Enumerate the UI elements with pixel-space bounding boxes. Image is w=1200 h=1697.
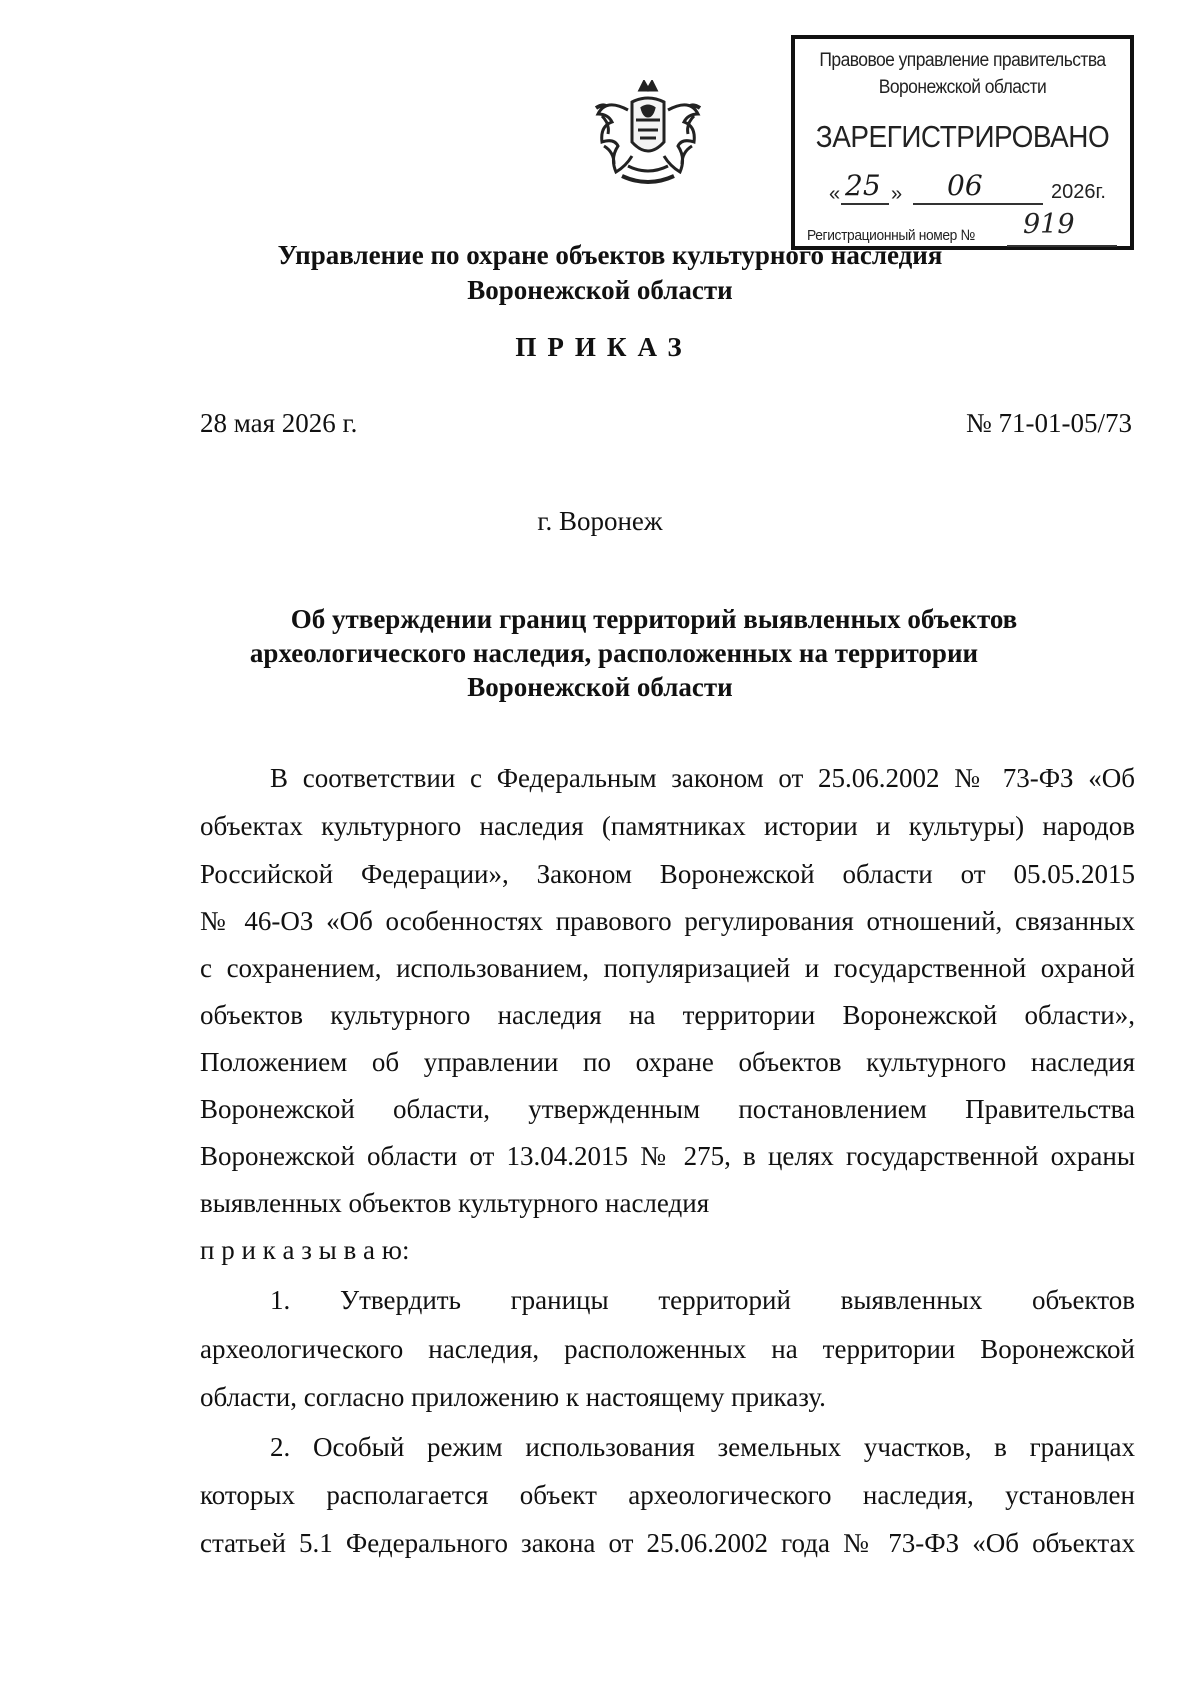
coat-of-arms-icon bbox=[588, 80, 708, 190]
body-line: Положением об управлении по охране объектов культурного наследия bbox=[200, 1047, 1135, 1077]
body-line: Российской Федерации», Законом Воронежской области от 05.05.2015 bbox=[200, 859, 1135, 889]
order-keyword: п р и к а з ы в а ю: bbox=[200, 1235, 410, 1265]
stamp-reg-number-label: Регистрационный номер № bbox=[807, 227, 975, 244]
stamp-date-year: 2026г. bbox=[1051, 181, 1106, 203]
body-line: Воронежской области от 13.04.2015 № 275, в целях государственной охраны bbox=[200, 1141, 1135, 1171]
doc-city: г. Воронеж bbox=[537, 506, 663, 536]
stamp-date-open-quote: « bbox=[829, 183, 841, 205]
body-line: Воронежской области, утвержденным постановлением Правительства bbox=[200, 1094, 1135, 1124]
stamp-org-line2: Воронежской области bbox=[878, 77, 1047, 98]
body-line: В соответствии с Федеральным законом от 25.06.2002 № 73-ФЗ «Об bbox=[270, 763, 1135, 793]
org-name-line2: Воронежской области bbox=[467, 275, 733, 305]
doc-title-line1: Об утверждении границ территорий выявленных объектов bbox=[290, 604, 1018, 634]
body-line: выявленных объектов культурного наследия bbox=[200, 1188, 710, 1218]
stamp-month-underline bbox=[913, 203, 1043, 205]
stamp-date bbox=[829, 171, 1119, 209]
org-name-line1: Управление по охране объектов культурного наследия bbox=[277, 240, 943, 270]
stamp-date-day: 25 bbox=[845, 169, 881, 202]
stamp-reg-number-value: 919 bbox=[1023, 209, 1075, 240]
body-line: 1. Утвердить границы территорий выявленных объектов bbox=[270, 1285, 1135, 1315]
doc-number: № 71-01-05/73 bbox=[966, 408, 1132, 438]
stamp-status: ЗАРЕГИСТРИРОВАНО bbox=[815, 119, 1110, 154]
doc-title-line2: археологического наследия, расположенных на территории bbox=[249, 638, 979, 668]
doc-date: 28 мая 2026 г. bbox=[200, 408, 358, 438]
body-line: объектов культурного наследия на территории Воронежской области», bbox=[200, 1000, 1135, 1030]
stamp-date-close-quote: » bbox=[891, 183, 903, 205]
body-line: 2. Особый режим использования земельных участков, в границах bbox=[270, 1432, 1135, 1462]
body-line: области, согласно приложению к настоящему приказу. bbox=[200, 1382, 826, 1412]
body-line: которых располагается объект археологического наследия, установлен bbox=[200, 1480, 1135, 1510]
body-line: с сохранением, использованием, популяризацией и государственной охраной bbox=[200, 953, 1135, 983]
body-line: археологического наследия, расположенных на территории Воронежской bbox=[200, 1334, 1135, 1364]
doc-type: ПРИКАЗ bbox=[515, 332, 693, 362]
body-line: № 46-ОЗ «Об особенностях правового регулирования отношений, связанных bbox=[200, 906, 1135, 936]
doc-title-line3: Воронежской области bbox=[467, 672, 733, 702]
stamp-org-line1: Правовое управление правительства bbox=[819, 50, 1106, 71]
body-line: объектах культурного наследия (памятниках истории и культуры) народов bbox=[200, 811, 1135, 841]
body-line: статьей 5.1 Федерального закона от 25.06.2002 года № 73-ФЗ «Об объектах bbox=[200, 1528, 1135, 1558]
registration-stamp bbox=[791, 35, 1134, 250]
stamp-day-underline bbox=[841, 203, 889, 205]
stamp-date-month: 06 bbox=[947, 169, 983, 202]
